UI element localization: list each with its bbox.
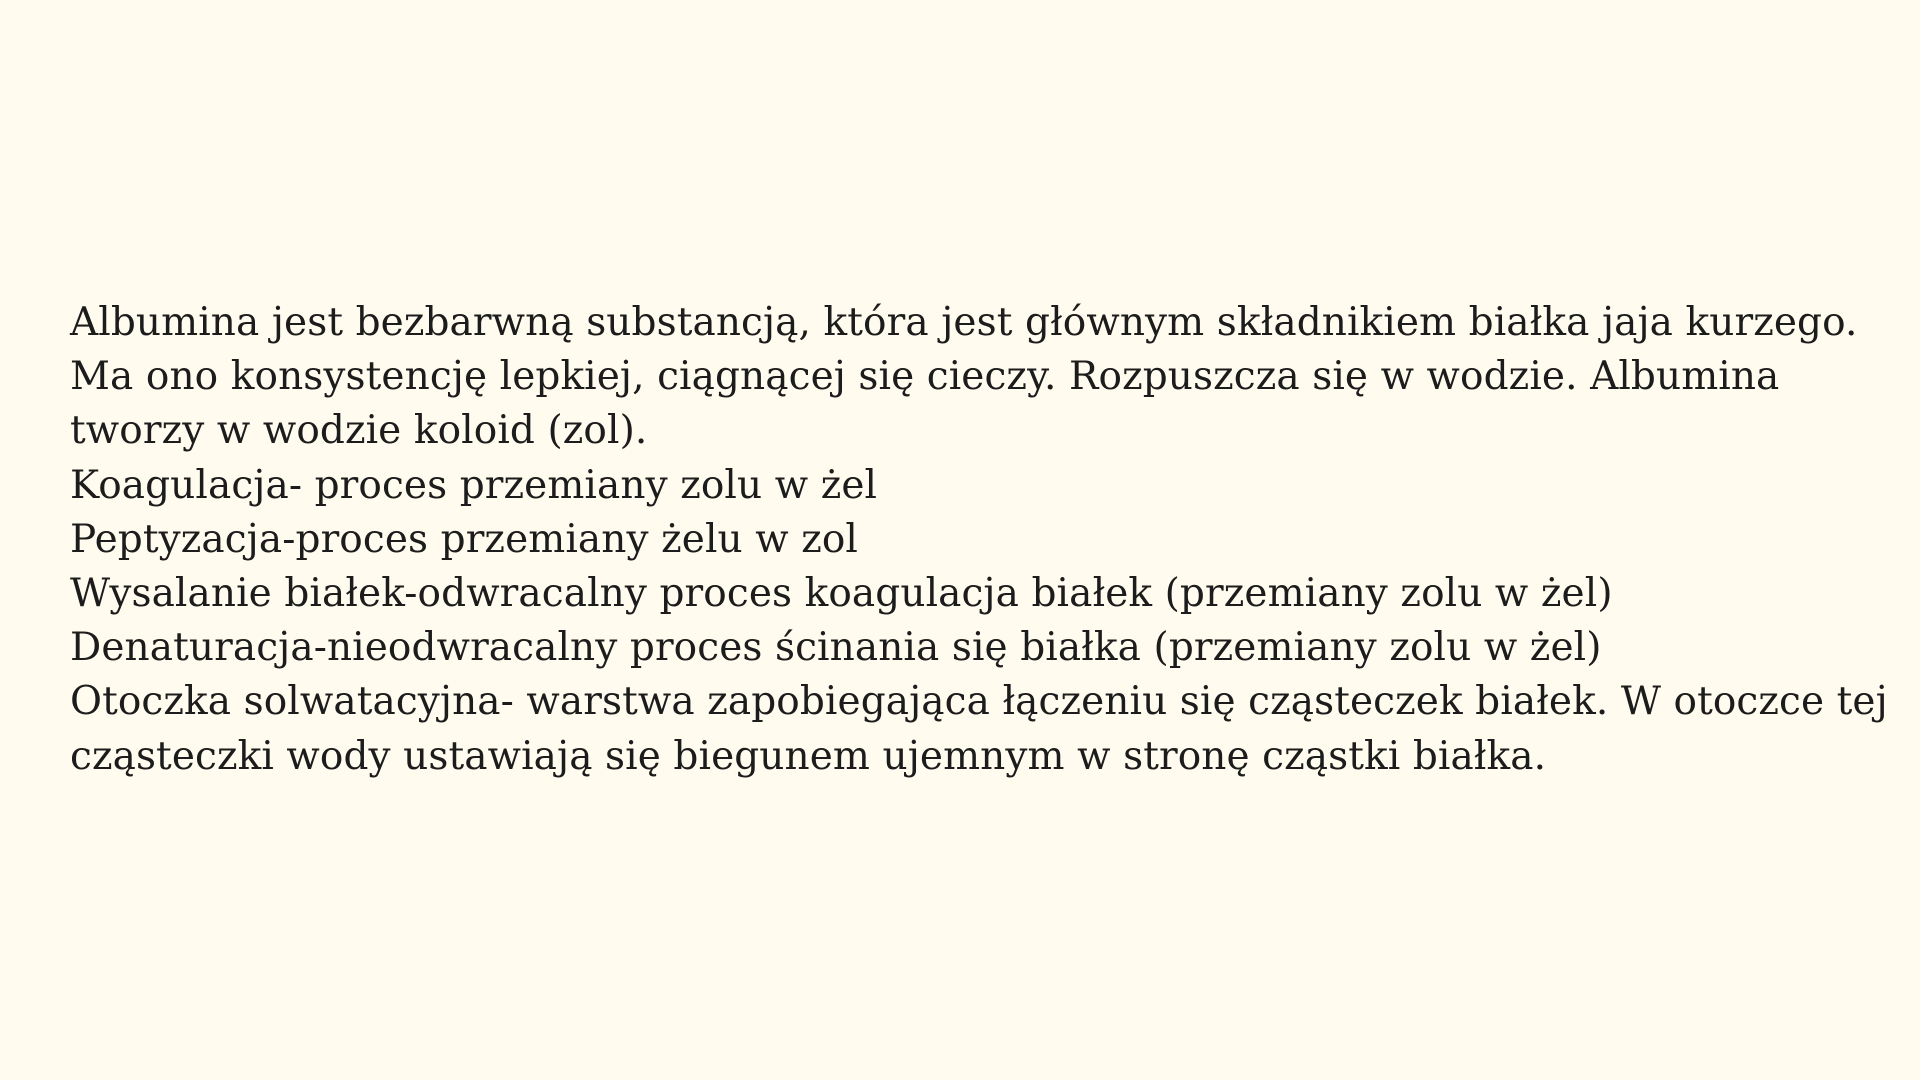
text-line-consistency: Ma ono konsystencję lepkiej, ciągnącej się cieczy. Rozpuszcza się w wodzie. Albumina [70, 354, 1780, 400]
text-line-colloid: tworzy w wodzie koloid (zol). [70, 408, 648, 454]
text-line-wysalanie: Wysalanie białek-odwracalny proces koagulacja białek (przemiany zolu w żel) [70, 571, 1613, 617]
text-line-peptyzacja: Peptyzacja-proces przemiany żelu w zol [70, 516, 859, 562]
text-line-denaturacja: Denaturacja-nieodwracalny proces ścinania się białka (przemiany zolu w żel) [70, 625, 1602, 671]
text-line-albumina-intro: Albumina jest bezbarwną substancją, która jest głównym składnikiem białka jaja kurzego. [70, 300, 1858, 345]
text-line-koagulacja: Koagulacja- proces przemiany zolu w żel [70, 462, 878, 508]
text-line-otoczka: Otoczka solwatacyjna- warstwa zapobiegająca łączeniu się cząsteczek białek. W otoczce tej [70, 679, 1888, 725]
body-text [70, 296, 1888, 784]
text-line-otoczka-cont: cząsteczki wody ustawiają się biegunem ujemnym w stronę cząstki białka. [70, 733, 1547, 779]
